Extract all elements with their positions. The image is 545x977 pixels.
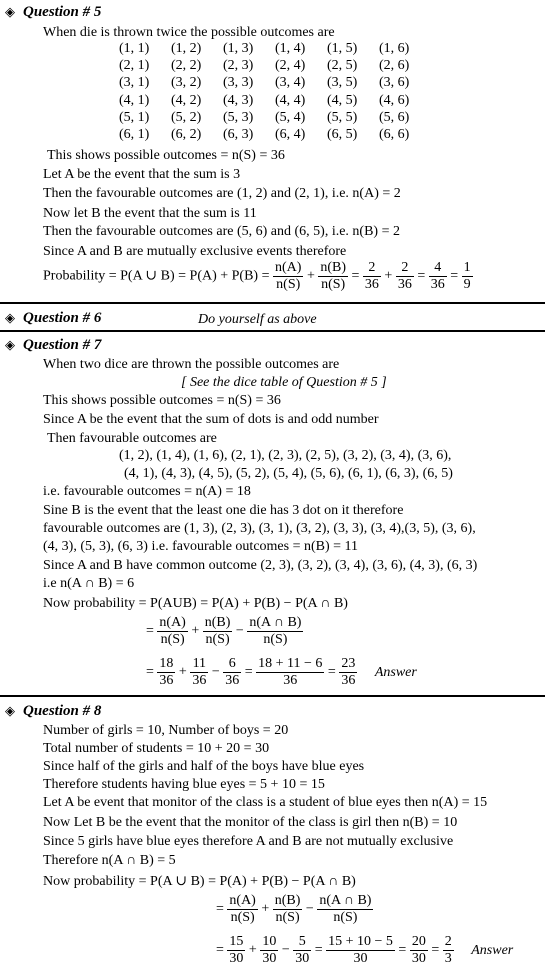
q7-equation-1: = $\frac{n(A)}{n(S)}$ + $\frac{n(B)}{n(S)}$ − $\frac{n(A \cap B)}{n(S)}$ xyxy=(146,615,302,647)
fraction: $\frac{20}{30}$ xyxy=(411,934,426,966)
outcome-cell: (4, 3) xyxy=(223,92,254,108)
q8-line-9: Now probability = P(A ∪ B) = P(A) + P(B) − P(A ∩ B) xyxy=(43,874,356,889)
fraction: $\frac{2}{36}$ xyxy=(397,260,412,292)
q8-line-7: Since 5 girls have blue eyes therefore A and B are not mutually exclusive xyxy=(43,834,454,849)
fraction: $\frac{11}{36}$ xyxy=(192,656,207,688)
outcome-cell: (5, 5) xyxy=(327,109,358,125)
divider xyxy=(0,695,545,697)
outcome-cell: (5, 1) xyxy=(119,109,150,125)
fraction: $\frac{18 + 11 - 6}{36}$ xyxy=(258,656,323,688)
outcome-cell: (5, 2) xyxy=(171,109,202,125)
q8-line-3: Since half of the girls and half of the boys have blue eyes xyxy=(43,759,365,774)
q5-line-5: Then the favourable outcomes are (5, 6) and (6, 5), i.e. n(B) = 2 xyxy=(43,224,400,239)
q7-line-5: Then favourable outcomes are xyxy=(47,431,217,446)
q7-line-8: i.e. favourable outcomes = n(A) = 18 xyxy=(43,484,251,499)
fraction: $\frac{6}{36}$ xyxy=(225,656,240,688)
outcome-cell: (1, 1) xyxy=(119,41,150,56)
fraction: $\frac{n(B)}{n(S)}$ xyxy=(274,893,301,925)
q8-line-4: Therefore students having blue eyes = 5 + 10 = 15 xyxy=(43,777,325,792)
outcome-cell: (4, 4) xyxy=(275,92,306,108)
q5-line-3: Then the favourable outcomes are (1, 2) and (2, 1), i.e. n(A) = 2 xyxy=(43,186,401,201)
q7-line-12: Since A and B have common outcome (2, 3), (3, 2), (3, 4), (3, 6), (4, 3), (6, 3) xyxy=(43,558,478,573)
outcome-cell: (2, 6) xyxy=(379,58,410,74)
outcomes-row xyxy=(119,110,431,127)
question-6-title: Question # 6 xyxy=(23,310,102,326)
outcome-cell: (2, 2) xyxy=(171,58,202,74)
outcome-cell: (1, 2) xyxy=(171,41,202,56)
q5-line-4: Now let B the event that the sum is 11 xyxy=(43,206,257,221)
q8-line-8: Therefore n(A ∩ B) = 5 xyxy=(43,853,176,868)
fraction: $\frac{4}{36}$ xyxy=(430,260,445,292)
q5-probability-equation: Probability = P(A ∪ B) = P(A) + P(B) = $\frac{n(A)}{n(S)}$ + $\frac{n(B)}{n(S)}$ = $\frac{2}{36}$ + $\frac{2}{36}$ = $\frac{4}{36}$ = $\frac{1}{9}$ xyxy=(43,260,471,292)
divider xyxy=(0,302,545,304)
q7-equation-2: = $\frac{18}{36}$ + $\frac{11}{36}$ − $\frac{6}{36}$ = $\frac{18 + 11 - 6}{36}$ = $\frac{23}{36}$ Answer xyxy=(146,656,417,688)
fraction: $\frac{n(A)}{n(S)}$ xyxy=(275,260,302,292)
outcome-cell: (3, 5) xyxy=(327,75,358,91)
q7-line-13: i.e n(A ∩ B) = 6 xyxy=(43,576,135,591)
outcome-cell: (6, 2) xyxy=(171,126,202,142)
outcome-cell: (5, 4) xyxy=(275,109,306,125)
q5-line-2: Let A be the event that the sum is 3 xyxy=(43,167,241,182)
outcome-cell: (1, 3) xyxy=(223,41,254,56)
fraction: $\frac{2}{36}$ xyxy=(364,260,379,292)
q7-line-7: (4, 1), (4, 3), (4, 5), (5, 2), (5, 4), (5, 6), (6, 1), (6, 3), (6, 5) xyxy=(124,466,453,481)
fraction: $\frac{n(A \cap B)}{n(S)}$ xyxy=(319,893,372,925)
divider xyxy=(0,330,545,332)
outcome-cell: (5, 6) xyxy=(379,109,410,125)
answer-label: Answer xyxy=(471,942,514,958)
fraction: $\frac{15}{30}$ xyxy=(229,934,244,966)
q5-line-6: Since A and B are mutually exclusive events therefore xyxy=(43,244,347,259)
question-8-heading xyxy=(5,703,101,720)
question-7-heading xyxy=(5,337,101,354)
outcome-cell: (3, 4) xyxy=(275,75,306,91)
q6-note: Do yourself as above xyxy=(198,312,317,327)
q7-line-2: [ See the dice table of Question # 5 ] xyxy=(181,375,387,390)
outcome-cell: (1, 4) xyxy=(275,41,306,56)
q8-line-2: Total number of students = 10 + 20 = 30 xyxy=(43,741,270,756)
diamond-bullet-icon: ◈ xyxy=(5,703,15,718)
q8-line-1: Number of girls = 10, Number of boys = 20 xyxy=(43,723,289,738)
diamond-bullet-icon: ◈ xyxy=(5,337,15,352)
outcomes-table xyxy=(119,41,431,144)
outcome-cell: (2, 3) xyxy=(223,58,254,74)
diamond-bullet-icon: ◈ xyxy=(5,310,15,325)
q7-line-14: Now probability = P(AUB) = P(A) + P(B) − P(A ∩ B) xyxy=(43,596,348,611)
answer-label: Answer xyxy=(374,664,417,680)
outcome-cell: (1, 6) xyxy=(379,41,410,56)
outcome-cell: (4, 1) xyxy=(119,92,150,108)
diamond-bullet-icon: ◈ xyxy=(5,4,15,19)
q8-line-6: Now Let B be the event that the monitor of the class is girl then n(B) = 10 xyxy=(43,815,458,830)
outcomes-row xyxy=(119,93,431,110)
q7-line-4: Since A be the event that the sum of dots is and odd number xyxy=(43,412,379,427)
q7-line-9: Sine B is the event that the least one die has 3 dot on it therefore xyxy=(43,503,404,518)
outcome-cell: (6, 3) xyxy=(223,126,254,142)
outcome-cell: (6, 5) xyxy=(327,126,358,142)
q7-line-3: This shows possible outcomes = n(S) = 36 xyxy=(43,393,281,408)
question-6-heading xyxy=(5,310,101,327)
q7-line-6: (1, 2), (1, 4), (1, 6), (2, 1), (2, 3), (2, 5), (3, 2), (3, 4), (3, 6), xyxy=(119,448,452,463)
fraction: $\frac{5}{30}$ xyxy=(295,934,310,966)
fraction: $\frac{18}{36}$ xyxy=(159,656,174,688)
fraction: $\frac{10}{30}$ xyxy=(262,934,277,966)
q5-prob-lhs: Probability = P(A ∪ B) = P(A) + P(B) = xyxy=(43,268,270,284)
fraction: $\frac{n(A)}{n(S)}$ xyxy=(159,615,186,647)
q7-line-11: (4, 3), (5, 3), (6, 3) i.e. favourable outcomes = n(B) = 11 xyxy=(43,539,359,554)
q5-line-1: This shows possible outcomes = n(S) = 36 xyxy=(47,148,285,163)
outcome-cell: (2, 1) xyxy=(119,58,150,74)
fraction: $\frac{2}{3}$ xyxy=(444,934,452,966)
outcome-cell: (1, 5) xyxy=(327,41,358,56)
q5-intro: When die is thrown twice the possible outcomes are xyxy=(43,25,335,40)
outcome-cell: (3, 6) xyxy=(379,75,410,91)
outcome-cell: (4, 5) xyxy=(327,92,358,108)
outcomes-row xyxy=(119,58,431,75)
outcome-cell: (4, 2) xyxy=(171,92,202,108)
q8-line-5: Let A be event that monitor of the class is a student of blue eyes then n(A) = 15 xyxy=(43,795,488,810)
outcome-cell: (2, 5) xyxy=(327,58,358,74)
outcomes-row xyxy=(119,127,431,144)
q7-line-10: favourable outcomes are (1, 3), (2, 3), (3, 1), (3, 2), (3, 3), (3, 4),(3, 5), (3, 6), xyxy=(43,521,476,536)
q8-equation-2: = $\frac{15}{30}$ + $\frac{10}{30}$ − $\frac{5}{30}$ = $\frac{15 + 10 - 5}{30}$ = $\frac{20}{30}$ = $\frac{2}{3}$ Answer xyxy=(216,934,514,966)
q8-equation-1: = $\frac{n(A)}{n(S)}$ + $\frac{n(B)}{n(S)}$ − $\frac{n(A \cap B)}{n(S)}$ xyxy=(216,893,372,925)
fraction: $\frac{n(B)}{n(S)}$ xyxy=(204,615,231,647)
outcome-cell: (4, 6) xyxy=(379,92,410,108)
outcome-cell: (2, 4) xyxy=(275,58,306,74)
fraction: $\frac{15 + 10 - 5}{30}$ xyxy=(328,934,393,966)
outcome-cell: (6, 4) xyxy=(275,126,306,142)
outcome-cell: (3, 3) xyxy=(223,75,254,91)
outcomes-row xyxy=(119,75,431,92)
outcome-cell: (6, 1) xyxy=(119,126,150,142)
question-8-title: Question # 8 xyxy=(23,703,102,719)
question-5-title: Question # 5 xyxy=(23,4,102,20)
outcome-cell: (3, 1) xyxy=(119,75,150,91)
outcome-cell: (6, 6) xyxy=(379,126,410,142)
fraction: $\frac{n(A \cap B)}{n(S)}$ xyxy=(249,615,302,647)
outcome-cell: (3, 2) xyxy=(171,75,202,91)
outcomes-row xyxy=(119,41,431,58)
outcome-cell: (5, 3) xyxy=(223,109,254,125)
q7-line-1: When two dice are thrown the possible outcomes are xyxy=(43,357,340,372)
fraction: $\frac{n(B)}{n(S)}$ xyxy=(320,260,347,292)
fraction: $\frac{n(A)}{n(S)}$ xyxy=(229,893,256,925)
question-7-title: Question # 7 xyxy=(23,337,102,353)
fraction: $\frac{1}{9}$ xyxy=(463,260,471,292)
question-5-heading xyxy=(5,4,101,21)
fraction: $\frac{23}{36}$ xyxy=(341,656,356,688)
